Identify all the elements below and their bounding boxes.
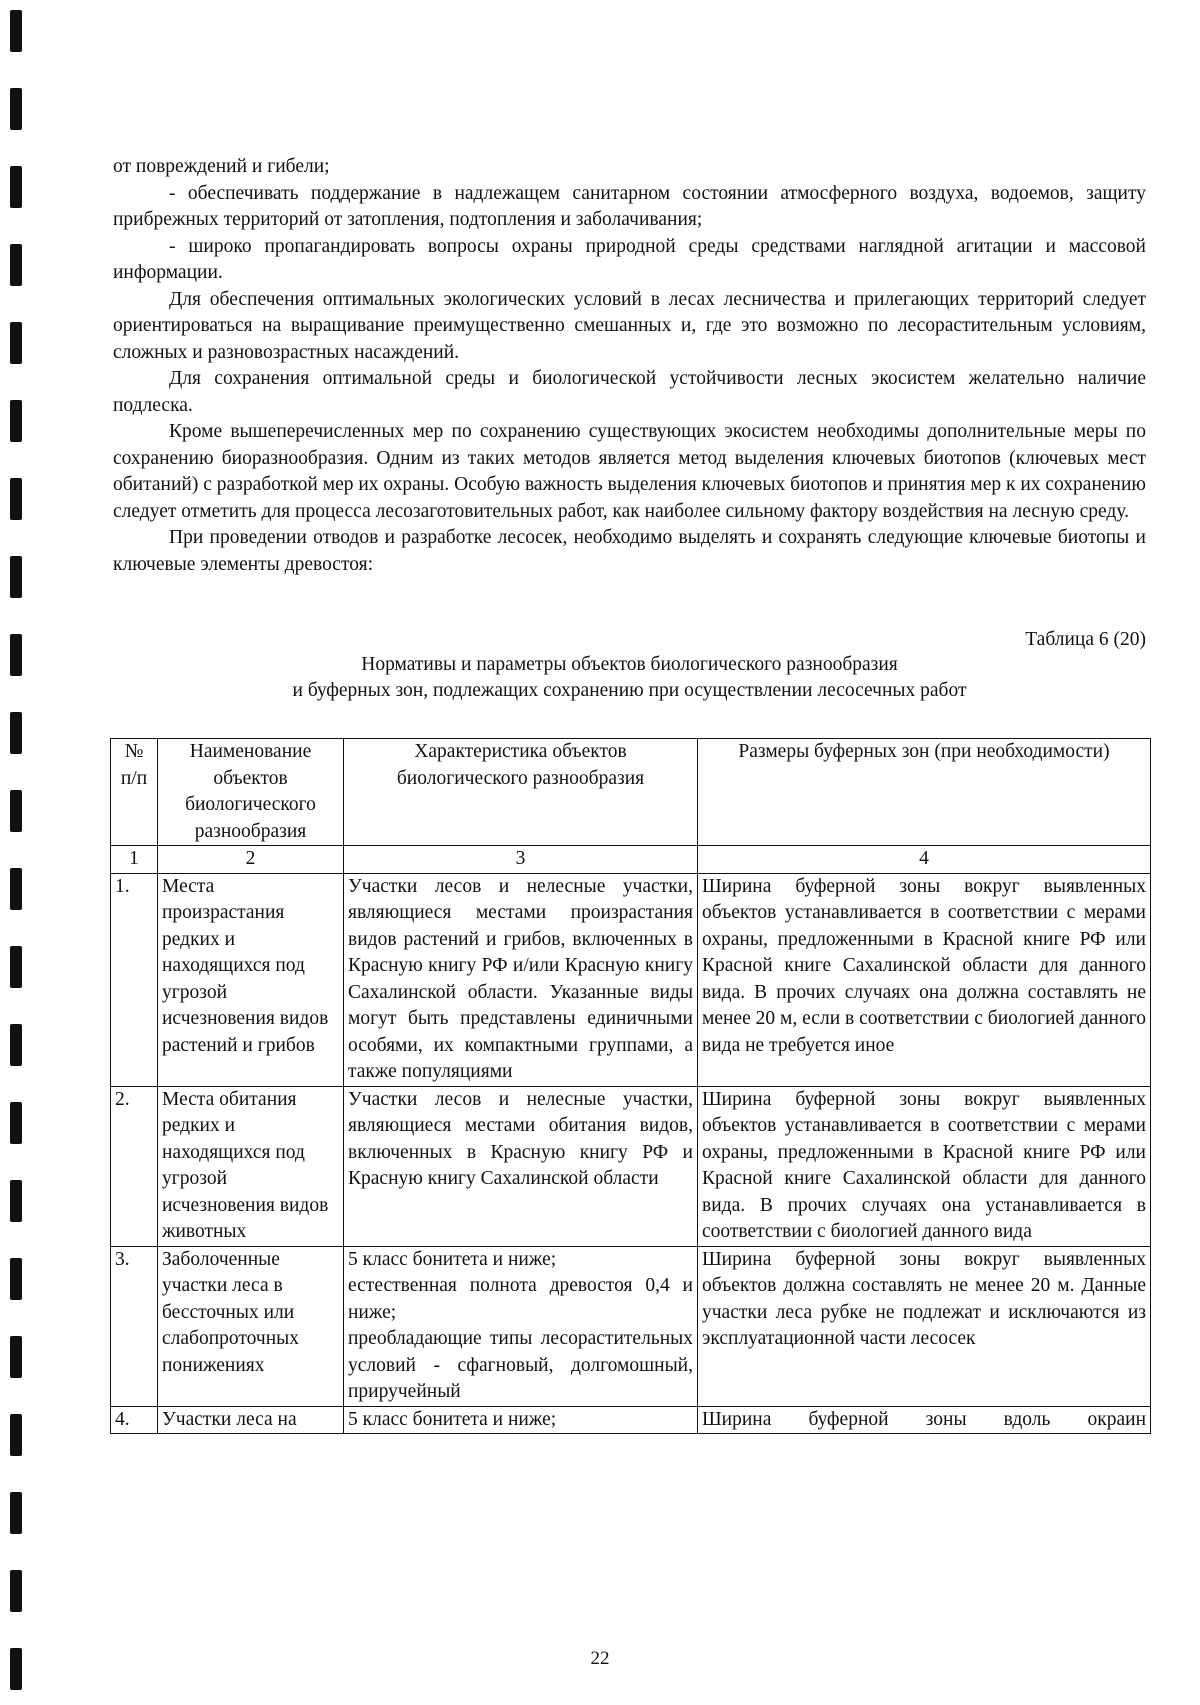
row-number: 1. (111, 873, 158, 1086)
table-number: Таблица 6 (20) (1025, 629, 1146, 650)
column-number: 1 (111, 846, 158, 874)
row-buffer-size: Ширина буферной зоны вдоль окраин (698, 1406, 1151, 1434)
table-title-line-2: и буферных зон, подлежащих сохранению при осуществлении лесосечных работ (292, 680, 967, 701)
body-text (113, 154, 1146, 578)
header-buffer: Размеры буферных зон (при необходимости) (698, 739, 1151, 846)
row-number: 2. (111, 1086, 158, 1246)
table-row (111, 1086, 1151, 1246)
row-characteristic: Участки лесов и нелесные участки, являющиеся местами произрастания видов растений и грибов, включенных в Красную книгу РФ и/или Красную книгу Сахалинской области. Указанные виды могут быть представлены единичными особями, их компактными группами, а также популяциями (344, 873, 698, 1086)
paragraph-air-water: - обеспечивать поддержание в надлежащем санитарном состоянии атмосферного воздуха, водоемов, защиту прибрежных территорий от затопления, подтопления и заболачивания; (113, 182, 1146, 230)
paragraph-continuation: от повреждений и гибели; (113, 156, 330, 177)
column-number: 4 (698, 846, 1151, 874)
table-row (111, 1406, 1151, 1434)
header-number: № п/п (111, 739, 158, 846)
row-object-name: Места произрастания редких и находящихся под угрозой исчезновения видов растений и грибов (158, 873, 344, 1086)
table-header-row (111, 739, 1151, 846)
row-buffer-size: Ширина буферной зоны вокруг выявленных объектов должна составлять не менее 20 м. Данные участки леса рубке не подлежат и исключаются из эксплуатационной части лесосек (698, 1246, 1151, 1406)
paragraph-mixed-stands: Для обеспечения оптимальных экологических условий в лесах лесничества и прилегающих территорий следует ориентироваться на выращивание преимущественно смешанных и, где это возможно по лесорастительным условиям, сложных и разновозрастных насаждений. (113, 288, 1146, 363)
table-row (111, 873, 1151, 1086)
row-characteristic: 5 класс бонитета и ниже; (344, 1406, 698, 1434)
paragraph-undergrowth: Для сохранения оптимальной среды и биологической устойчивости лесных экосистем желательно наличие подлеска. (113, 368, 1146, 416)
biodiversity-table (110, 738, 1151, 1434)
row-number: 4. (111, 1406, 158, 1434)
paragraph-propaganda: - широко пропагандировать вопросы охраны природной среды средствами наглядной агитации и массовой информации. (113, 235, 1146, 283)
row-number: 3. (111, 1246, 158, 1406)
paragraph-biodiversity: Кроме вышеперечисленных мер по сохранению существующих экосистем необходимы дополнительные меры по сохранению биоразнообразия. Одним из таких методов является метод выделения ключевых биотопов (ключевых мест обитаний) с разработкой мер их охраны. Особую важность выделения ключевых биотопов и принятия мер к их сохранению следует отметить для процесса лесозаготовительных работ, как наиболее сильному фактору воздействия на лесную среду. (113, 421, 1146, 522)
row-buffer-size: Ширина буферной зоны вокруг выявленных объектов устанавливается в соответствии с мерами охраны, предложенными в Красной книге РФ или Красной книге Сахалинской области для данного вида. В прочих случаях она должна составлять не менее 20 м, если в соответствии с биологией данного вида не требуется иное (698, 873, 1151, 1086)
row-object-name: Заболоченные участки леса в бессточных или слабопроточных понижениях (158, 1246, 344, 1406)
table-title (113, 652, 1146, 704)
table-column-number-row (111, 846, 1151, 874)
column-number: 2 (158, 846, 344, 874)
table-title-line-1: Нормативы и параметры объектов биологического разнообразия (361, 654, 898, 675)
column-number: 3 (344, 846, 698, 874)
header-name: Наименование объектов биологического разнообразия (158, 739, 344, 846)
row-object-name: Участки леса на (158, 1406, 344, 1434)
paragraph-key-biotopes: При проведении отводов и разработке лесосек, необходимо выделять и сохранять следующие ключевые биотопы и ключевые элементы древостоя: (113, 527, 1146, 575)
row-characteristic: 5 класс бонитета и ниже; естественная полнота древостоя 0,4 и ниже; преобладающие типы лесорастительных условий - сфагновый, долгомошный, приручейный (344, 1246, 698, 1406)
row-object-name: Места обитания редких и находящихся под угрозой исчезновения видов животных (158, 1086, 344, 1246)
row-buffer-size: Ширина буферной зоны вокруг выявленных объектов устанавливается в соответствии с мерами охраны, предложенными в Красной книге РФ или Красной книге Сахалинской области для данного вида. В прочих случаях она устанавливается в соответствии с биологией данного вида (698, 1086, 1151, 1246)
page-number: 22 (590, 1648, 610, 1669)
header-characteristic: Характеристика объектов биологического разнообразия (344, 739, 698, 846)
table-row (111, 1246, 1151, 1406)
row-characteristic: Участки лесов и нелесные участки, являющиеся местами обитания видов, включенных в Красную книгу РФ и Красную книгу Сахалинской области (344, 1086, 698, 1246)
